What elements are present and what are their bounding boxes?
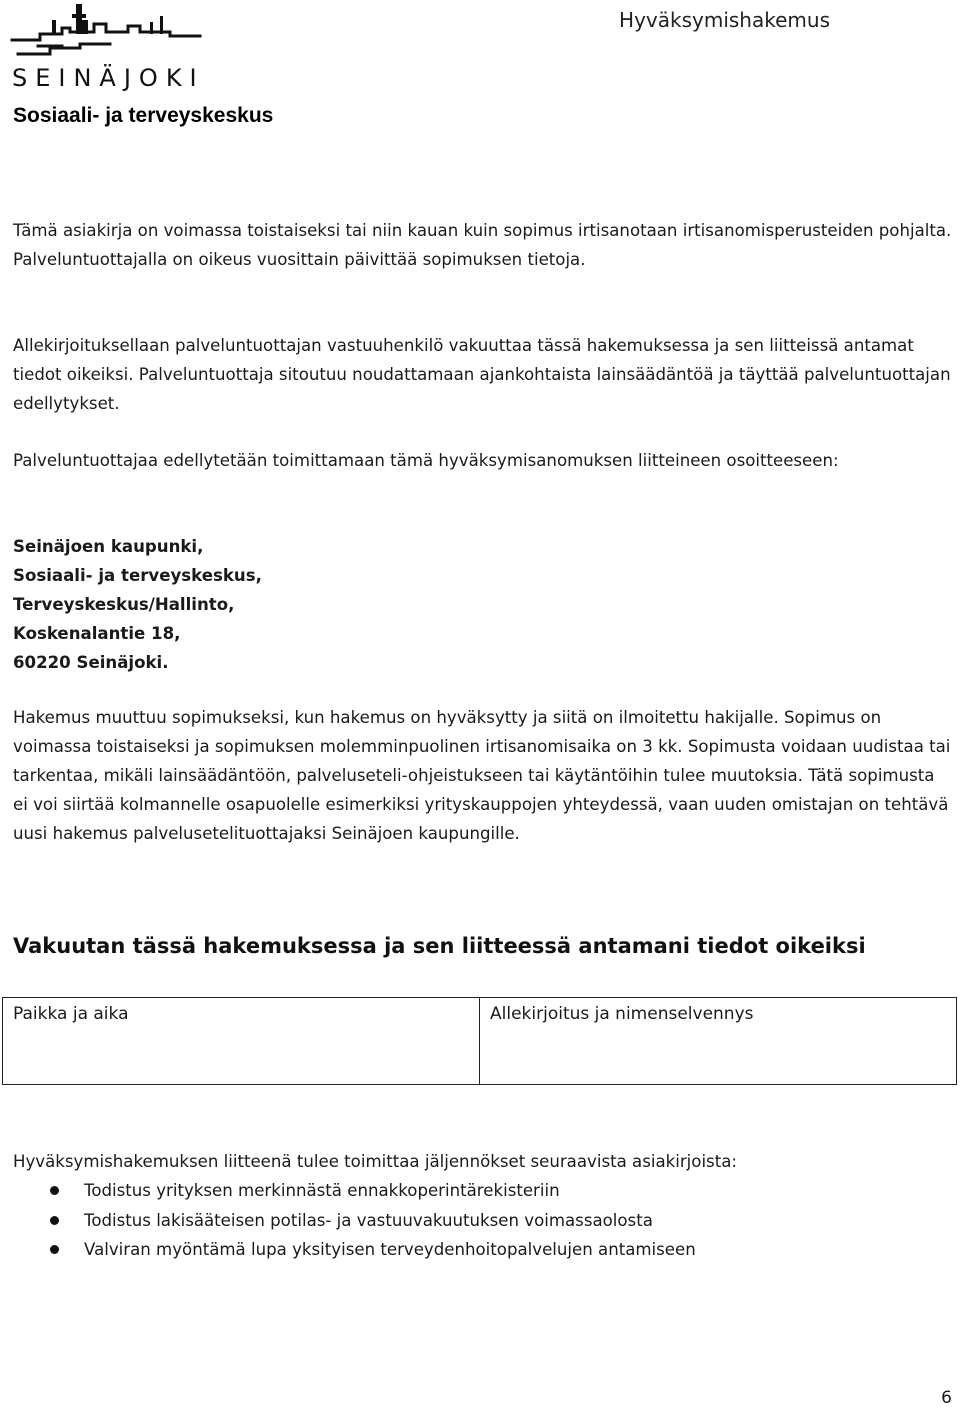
place-date-label: Paikka ja aika (13, 1004, 129, 1024)
list-item (13, 1176, 696, 1206)
attachments-list (13, 1176, 696, 1265)
logo-wordmark: SEINÄJOKI (12, 64, 205, 92)
submission-text: Palveluntuottajaa edellytetään toimittamaan tämä hyväksymisanomuksen liitteineen osoitteeseen: (13, 451, 839, 470)
address-line: 60220 Seinäjoki. (13, 653, 169, 672)
signature-table (2, 997, 957, 1085)
signature-declaration-text: Allekirjoituksellaan palveluntuottajan vastuuhenkilö vakuuttaa tässä hakemuksessa ja sen liitteissä antamat tiedot oikeiksi. Palveluntuottaja sitoutuu noudattamaan ajankohtaista lainsäädäntöä ja täyttää palveluntuottajan edellytykset. (13, 336, 951, 413)
submission-address (13, 532, 262, 677)
validity-text: Tämä asiakirja on voimassa toistaiseksi tai niin kauan kuin sopimus irtisanotaan irtisanomisperusteiden pohjalta. Palveluntuottajalla on oikeus vuosittain päivittää sopimuksen tietoja. (13, 221, 952, 269)
bullet-icon (50, 1245, 59, 1254)
attachment-label: Valviran myöntämä lupa yksityisen terveydenhoitopalvelujen antamiseen (84, 1240, 696, 1259)
contract-paragraph (13, 703, 953, 848)
declaration-heading: Vakuutan tässä hakemuksessa ja sen liitteessä antamani tiedot oikeiksi (13, 934, 866, 958)
signature-declaration-paragraph (13, 331, 953, 418)
contract-text: Hakemus muuttuu sopimukseksi, kun hakemus on hyväksytty ja siitä on ilmoitettu hakijalle. Sopimus on voimassa toistaiseksi ja sopimuksen molemminpuolinen irtisanomisaika on 3 kk. Sopimusta voidaan uudistaa tai tarkentaa, mikäli lainsäädäntöön, palveluseteli-ohjeistukseen tai käytäntöihin tulee muutoksia. Tätä sopimusta ei voi siirtää kolmannelle osapuolelle esimerkiksi yrityskauppojen yhteydessä, vaan uuden omistajan on tehtävä uusi hakemus palvelusetelituottajaksi Seinäjoen kaupungille. (13, 708, 951, 843)
signature-label: Allekirjoitus ja nimenselvennys (490, 1004, 754, 1024)
address-line: Seinäjoen kaupunki, (13, 537, 204, 556)
attachments-intro: Hyväksymishakemuksen liitteenä tulee toimittaa jäljennökset seuraavista asiakirjoista: (13, 1152, 737, 1171)
organization-name: Sosiaali- ja terveyskeskus (13, 104, 274, 127)
list-item (13, 1206, 696, 1236)
attachment-label: Todistus lakisääteisen potilas- ja vastuuvakuutuksen voimassaolosta (84, 1210, 653, 1230)
validity-paragraph (13, 216, 953, 274)
address-line: Terveyskeskus/Hallinto, (13, 595, 235, 614)
address-line: Sosiaali- ja terveyskeskus, (13, 566, 262, 585)
document-title: Hyväksymishakemus (619, 8, 830, 32)
list-item (13, 1235, 696, 1265)
address-line: Koskenalantie 18, (13, 624, 181, 643)
submission-paragraph (13, 446, 953, 475)
bullet-icon (50, 1216, 59, 1225)
page-number: 6 (941, 1388, 952, 1408)
place-date-field[interactable] (3, 998, 479, 1084)
bullet-icon (50, 1186, 59, 1195)
attachment-label: Todistus yrityksen merkinnästä ennakkoperintärekisteriin (84, 1181, 560, 1200)
skyline-logo-icon (10, 2, 210, 62)
signature-field[interactable] (479, 998, 956, 1084)
